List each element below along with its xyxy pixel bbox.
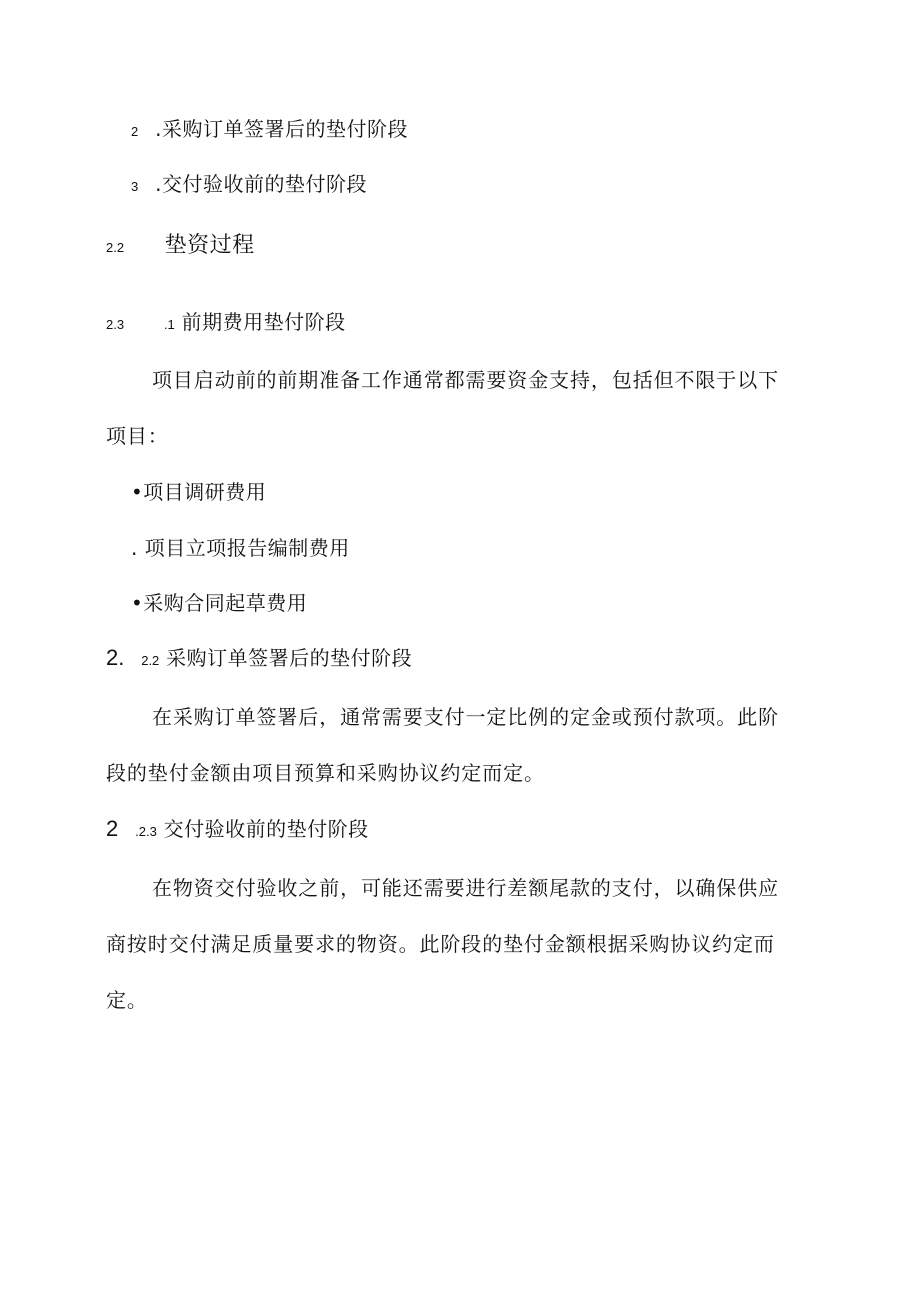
bullet-item: . 项目立项报告编制费用 [131, 536, 350, 560]
paragraph-line: 项目： [106, 424, 169, 448]
paragraph-line: 定。 [106, 988, 148, 1012]
subsection-title: 交付验收前的垫付阶段 [163, 817, 369, 841]
bullet-item: •项目调研费用 [131, 480, 267, 504]
paragraph-line: 在采购订单签署后，通常需要支付一定比例的定金或预付款项。此阶 [152, 705, 779, 729]
list-number: 2 [131, 124, 139, 139]
subsection-heading-2-3-1 [106, 310, 346, 337]
list-number: 3 [131, 179, 139, 194]
subsection-number: .1 [163, 317, 175, 332]
subsection-number: 2.2 [141, 653, 160, 668]
section-number: 2.2 [106, 240, 125, 255]
list-item-text: .交付验收前的垫付阶段 [155, 172, 367, 196]
subsection-title: 前期费用垫付阶段 [181, 310, 346, 334]
section-title: 垫资过程 [164, 233, 255, 258]
paragraph-line: 商按时交付满足质量要求的物资。此阶段的垫付金额根据采购协议约定而 [106, 932, 775, 956]
section-number: 2. [106, 645, 125, 670]
bullet-item: •采购合同起草费用 [131, 591, 308, 615]
paragraph-line: 在物资交付验收之前，可能还需要进行差额尾款的支付，以确保供应 [152, 876, 779, 900]
paragraph-line: 段的垫付金额由项目预算和采购协议约定而定。 [106, 761, 545, 785]
list-item-3 [131, 172, 367, 199]
section-number: 2 [106, 816, 119, 841]
section-heading-2-2 [106, 234, 255, 260]
subsection-heading-2-2-2 [106, 646, 412, 673]
subsection-number: .2.3 [135, 824, 157, 839]
paragraph-line: 项目启动前的前期准备工作通常都需要资金支持，包括但不限于以下 [152, 368, 779, 392]
subsection-heading-2-2-3 [106, 817, 369, 844]
subsection-title: 采购订单签署后的垫付阶段 [166, 646, 413, 670]
section-number: 2.3 [106, 317, 125, 332]
list-item-text: .采购订单签署后的垫付阶段 [155, 117, 408, 141]
list-item-2 [131, 117, 408, 144]
